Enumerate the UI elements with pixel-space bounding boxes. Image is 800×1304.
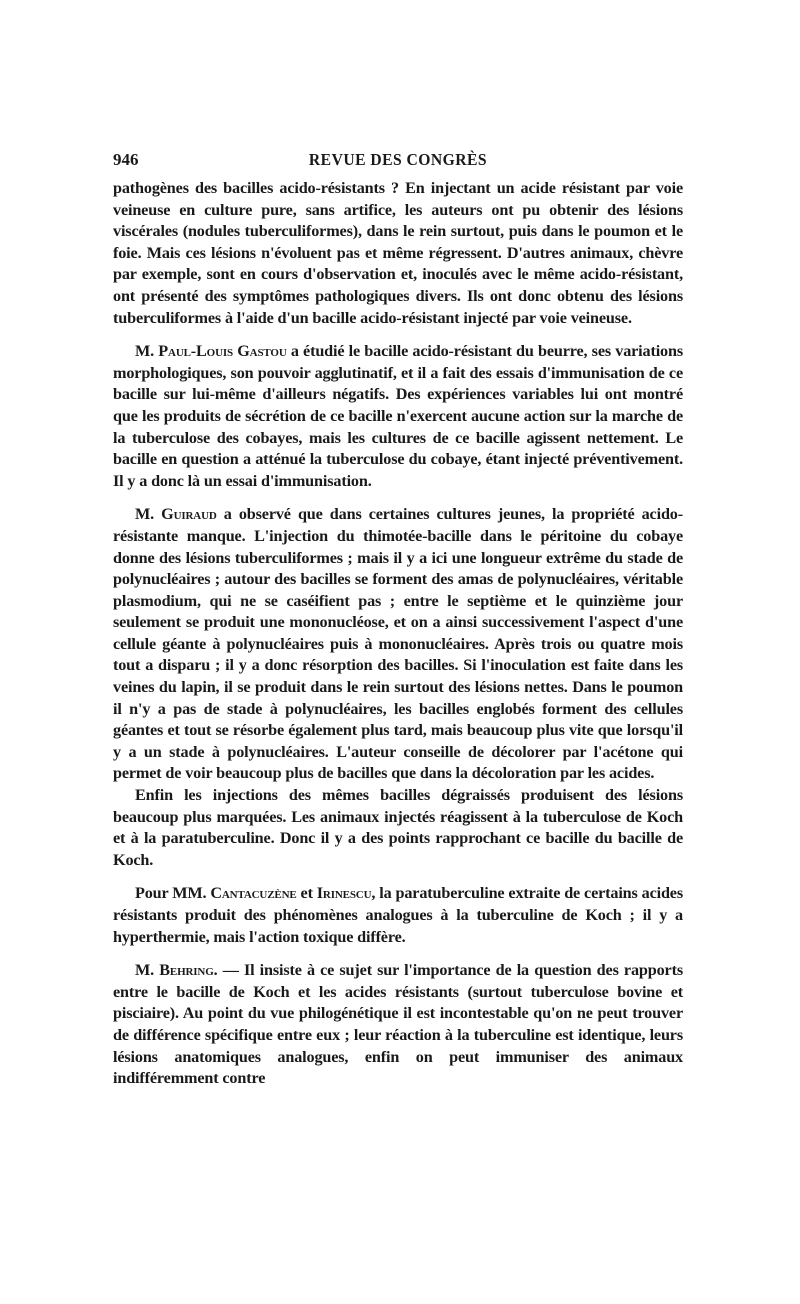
speaker-name: Cantacuzène — [210, 884, 297, 903]
paragraph-enfin — [113, 785, 683, 871]
speaker-name: Paul-Louis Gastou — [158, 342, 287, 361]
paragraph-text: pathogènes des bacilles acido-résistants ? En injectant un acide résistant par voie veineuse en culture pure, sans artifice, les auteurs ont pu obtenir des lésions viscérales (nodules tuberculiformes), dans le rein surtout, puis dans le poumon et le foie. Mais ces lésions n'évoluent pas et même régressent. D'autres animaux, chèvre par exemple, sont en cours d'observation et, inoculés avec le même acido-résistant, ont présenté des symptômes pathologiques divers. Ils ont donc obtenu des lésions tuberculiformes à l'aide d'un bacille acido-résistant injecté par voie veineuse. — [113, 179, 683, 327]
paragraph-gastou — [113, 341, 683, 492]
document-page — [113, 148, 683, 1090]
paragraph-text: Enfin les injections des mêmes bacilles dégraissés produisent des lésions beaucoup plus marquées. Les animaux injectés réagissent à la tuberculose de Koch et à la paratuberculine. Donc il y a des points rapprochant ce bacille du bacille de Koch. — [113, 786, 683, 869]
paragraph-text: . — Il insiste à ce sujet sur l'importance de la question des rapports entre le bacille de Koch et les acides résistants (surtout tuberculose bovine et pisciaire). Au point du vue philogénétique il est incontestable qu'on ne peut trouver de différence spécifique entre eux ; leur réaction à la tuberculine est identique, leurs lésions anatomiques analogues, enfin on peut immuniser des animaux indifféremment contre — [113, 961, 683, 1088]
paragraph-prefix: M. — [135, 342, 159, 361]
paragraph-text: a observé que dans certaines cultures jeunes, la propriété acido-résistante manque. L'injection du thimotée-bacille dans le péritoine du cobaye donne des lésions tuberculiformes ; mais il y a ici une longueur extrême du stade de polynucléaires ; autour des bacilles se forment des amas de polynucléaires, véritable plasmodium, qui ne se caséifient pas ; entre le septième et le quinzième jour seulement se produit une mononucléose, et on a ainsi successivement l'aspect d'une cellule géante à polynucléaires puis à mononucléaires. Après trois ou quatre mois tout a disparu ; il y a donc résorption des bacilles. Si l'inoculation est faite dans les veines du lapin, il se produit dans le rein surtout des lésions nettes. Dans le poumon il n'y a pas de stade à polynucléaires, les bacilles englobés forment des cellules géantes et tout se résorbe également plus tard, mais beaucoup plus vite que lorsqu'il y a un stade à polynucléaires. L'auteur conseille de décolorer par l'acétone qui permet de voir beaucoup plus de bacilles que dans la décoloration par les acides. — [113, 505, 683, 783]
paragraph-prefix: M. — [135, 505, 162, 524]
speaker-name: Behring — [159, 961, 214, 980]
speaker-name-2: Irinescu — [316, 884, 372, 903]
paragraph-behring — [113, 960, 683, 1090]
running-title: REVUE DES CONGRÈS — [308, 150, 488, 169]
paragraph-continuation — [113, 178, 683, 329]
paragraph-conjunction: et — [296, 884, 317, 903]
page-header — [113, 148, 683, 178]
paragraph-text: a étudié le bacille acido-résistant du beurre, ses variations morphologiques, son pouvoir agglutinatif, et il a fait des essais d'immunisation de ce bacille sur lui-même d'ailleurs négatifs. Des expériences variables lui ont montré que les produits de sécrétion de ce bacille n'exercent aucune action sur la marche de la tuberculose des cobayes, mais les cultures de ce bacille agissent nettement. Le bacille en question a atténué la tuberculose du cobaye, étant injecté préventivement. Il y a donc là un essai d'immunisation. — [113, 342, 683, 490]
paragraph-text: , la paratuberculine extraite de certains acides résistants produit des phénomènes analogues à la tuberculine de Koch ; il y a hyperthermie, mais l'action toxique diffère. — [113, 884, 683, 946]
speaker-name: Guiraud — [161, 505, 217, 524]
paragraph-cantacuzene — [113, 883, 683, 948]
paragraph-prefix: M. — [135, 961, 160, 980]
paragraph-prefix: Pour MM. — [135, 884, 211, 903]
paragraph-guiraud — [113, 504, 683, 785]
page-number: 946 — [113, 150, 139, 169]
